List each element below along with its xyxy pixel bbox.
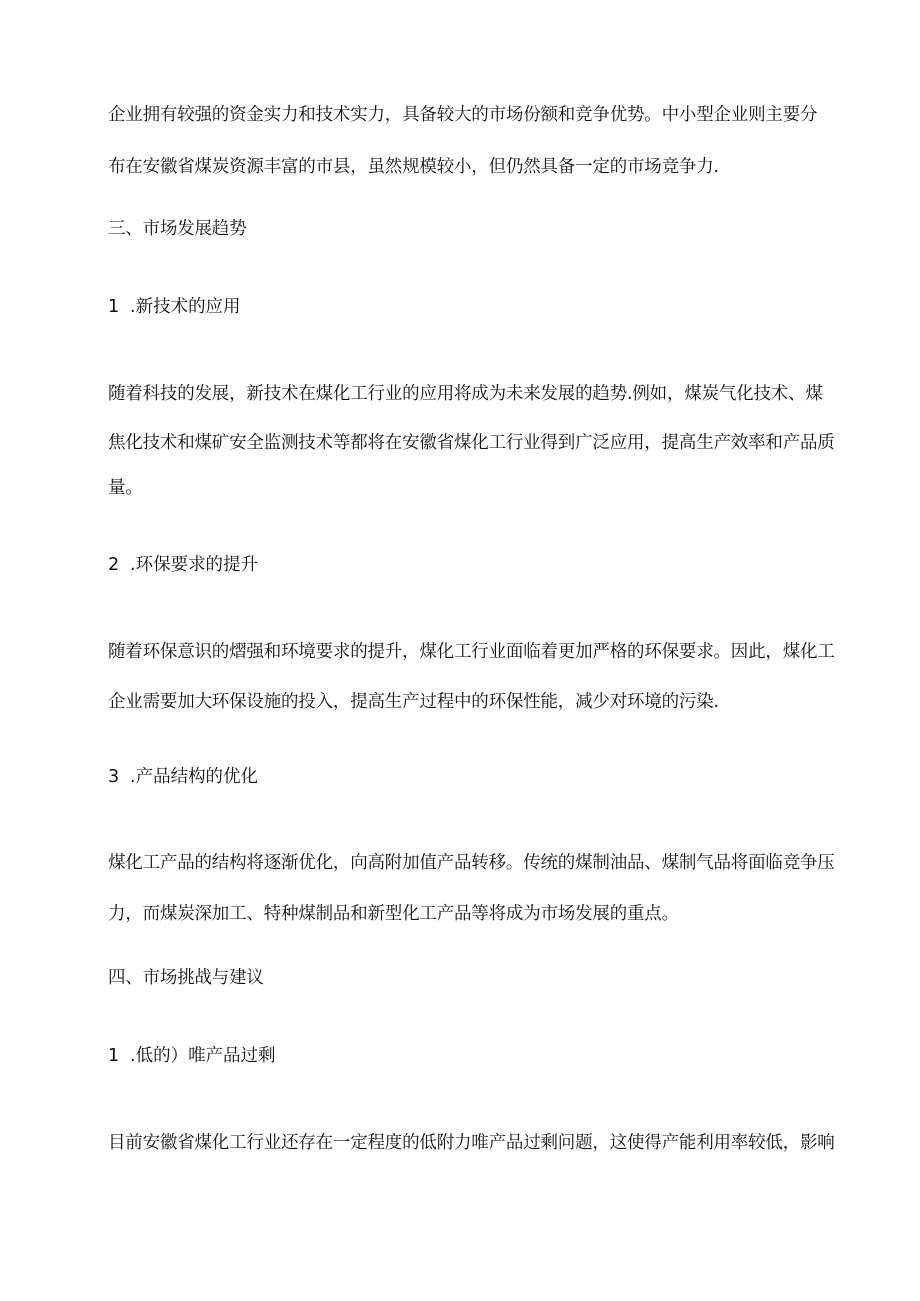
paragraph-line: 随着环保意识的熠强和环境要求的提升，煤化工行业面临着更加严格的环保要求。因此，煤化工 — [108, 642, 835, 662]
paragraph-line: 力，而煤炭深加工、特种煤制品和新型化工产品等将成为市场发展的重点。 — [108, 904, 679, 924]
list-item-number: 1 — [108, 1046, 120, 1066]
list-item-number: 1 — [108, 297, 120, 317]
section-heading: 四、市场挑战与建议 — [108, 968, 264, 988]
list-item-heading — [108, 295, 241, 319]
paragraph-line: 企业拥有较强的资金实力和技术实力，具备较大的市场份额和竞争优势。中小型企业则主要分 — [108, 105, 818, 125]
paragraph-line: 布在安徽省煤炭资源丰富的市县，虽然规模较小，但仍然具备一定的市场竞争力. — [108, 157, 719, 177]
list-item-title: .新技术的应用 — [130, 297, 241, 317]
paragraph-line: 目前安徽省煤化工行业还存在一定程度的低附力唯产品过剩问题，这使得产能利用率较低，影响 — [108, 1133, 835, 1153]
list-item-number: 2 — [108, 555, 120, 575]
paragraph-line: 企业需要加大环保设施的投入，提高生产过程中的环保性能，减少对环境的污染. — [108, 692, 719, 712]
list-item-title: .产品结构的优化 — [130, 767, 259, 787]
list-item-heading — [108, 553, 258, 577]
list-item-heading — [108, 1044, 276, 1068]
list-item-heading — [108, 765, 258, 789]
section-heading: 三、市场发展趋势 — [108, 219, 247, 239]
paragraph-line: 焦化技术和煤矿安全监测技术等都将在安徽省煤化工行业得到广泛应用，提高生产效率和产品质 — [108, 433, 835, 453]
list-item-title: .低的）唯产品过剩 — [130, 1046, 276, 1066]
paragraph-line: 随着科技的发展，新技术在煤化工行业的应用将成为未来发展的趋势.例如，煤炭气化技术、煤 — [108, 384, 823, 404]
paragraph-line: 煤化工产品的结构将逐渐优化，向高附加值产品转移。传统的煤制油品、煤制气品将面临竞争压 — [108, 853, 835, 873]
list-item-number: 3 — [108, 767, 120, 787]
paragraph-line: 量。 — [108, 478, 143, 498]
list-item-title: .环保要求的提升 — [130, 555, 259, 575]
